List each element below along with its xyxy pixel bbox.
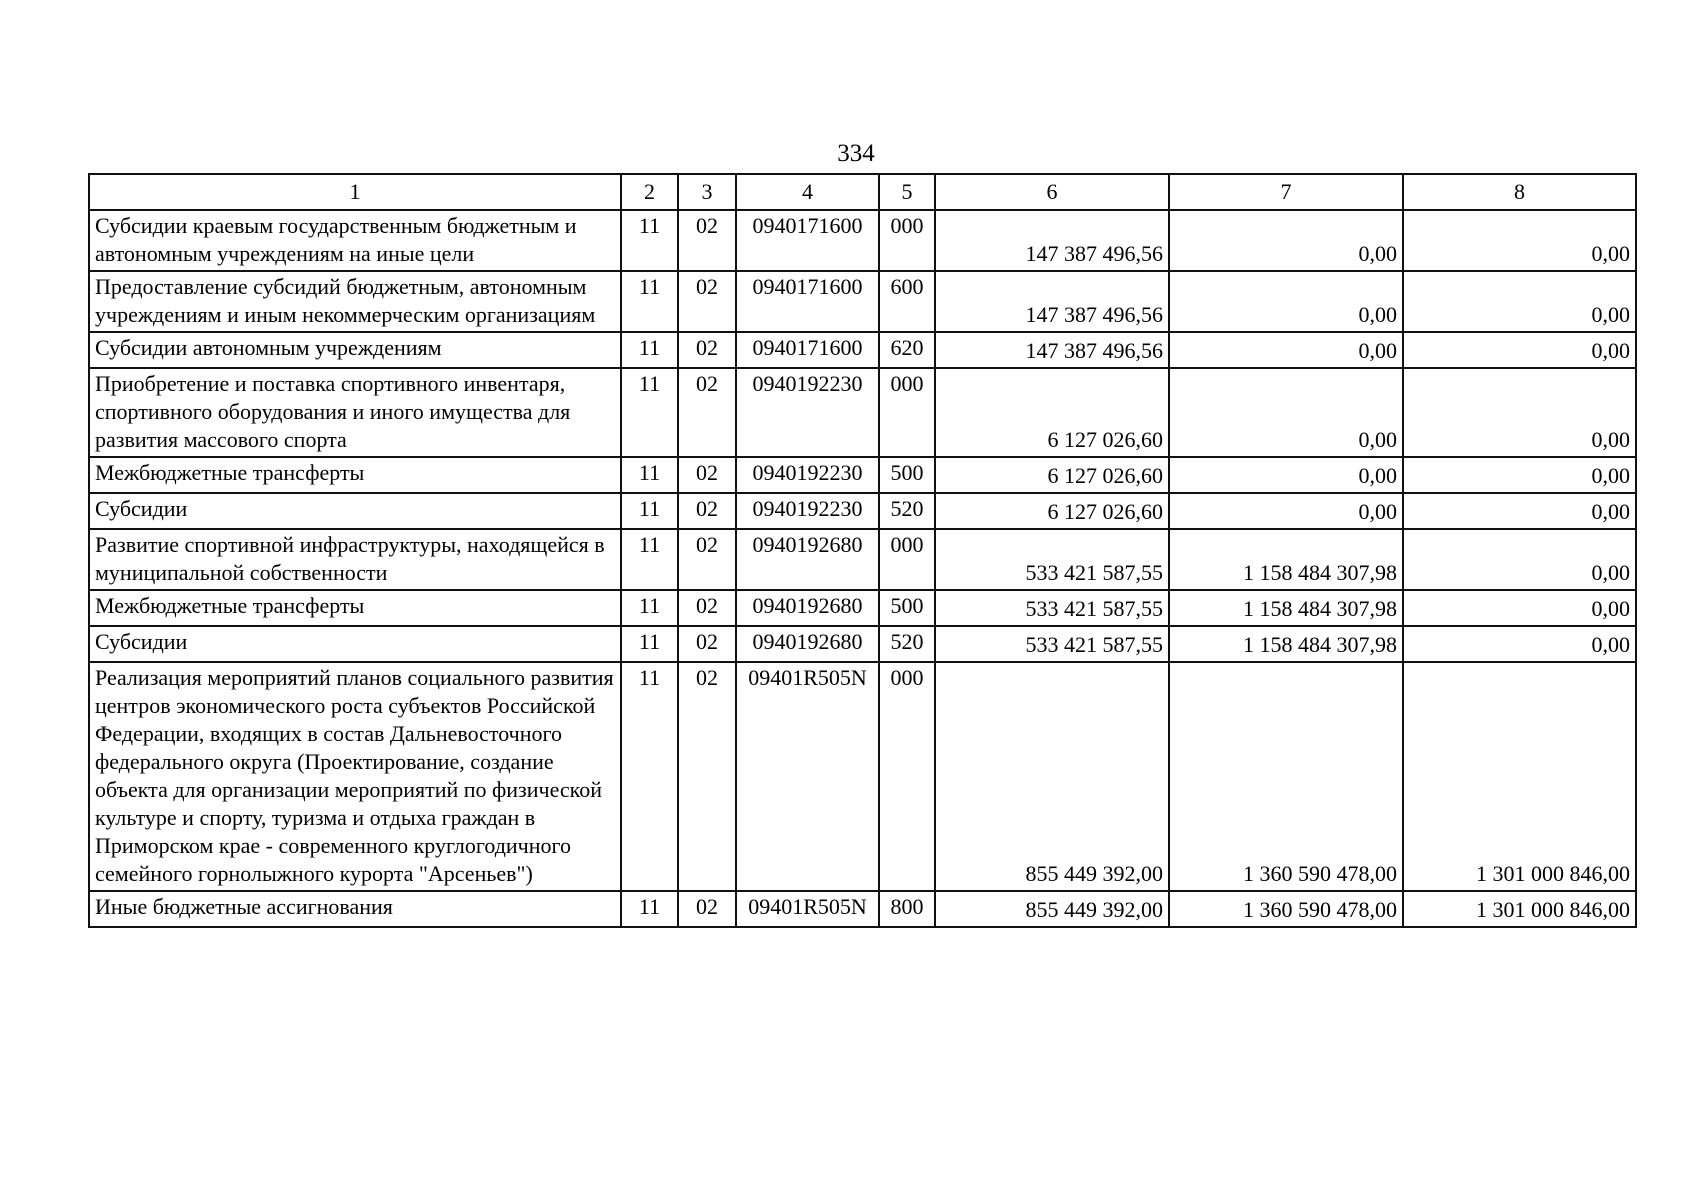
subsection-code: 02 [678, 590, 736, 626]
subsection-code: 02 [678, 891, 736, 927]
amount-col-7: 0,00 [1169, 332, 1403, 368]
row-name: Иные бюджетные ассигнования [89, 891, 621, 927]
subsection-code: 02 [678, 662, 736, 891]
column-header: 6 [935, 174, 1169, 210]
target-article-code: 0940192680 [736, 590, 879, 626]
section-code: 11 [621, 457, 678, 493]
amount-col-8: 0,00 [1403, 493, 1636, 529]
amount-col-7: 0,00 [1169, 457, 1403, 493]
target-article-code: 09401R505N [736, 662, 879, 891]
column-header: 7 [1169, 174, 1403, 210]
table-row [89, 662, 1636, 891]
amount-col-8: 0,00 [1403, 457, 1636, 493]
amount-col-7: 0,00 [1169, 493, 1403, 529]
target-article-code: 0940192230 [736, 457, 879, 493]
target-article-code: 0940192680 [736, 529, 879, 590]
expense-type-code: 000 [879, 662, 935, 891]
amount-col-6: 6 127 026,60 [935, 493, 1169, 529]
budget-table [88, 173, 1637, 928]
expense-type-code: 620 [879, 332, 935, 368]
page-number: 334 [837, 140, 875, 167]
subsection-code: 02 [678, 332, 736, 368]
expense-type-code: 500 [879, 457, 935, 493]
amount-col-6: 533 421 587,55 [935, 590, 1169, 626]
expense-type-code: 000 [879, 529, 935, 590]
target-article-code: 0940171600 [736, 210, 879, 271]
section-code: 11 [621, 529, 678, 590]
table-row [89, 493, 1636, 529]
subsection-code: 02 [678, 493, 736, 529]
amount-col-7: 1 158 484 307,98 [1169, 626, 1403, 662]
amount-col-7: 0,00 [1169, 210, 1403, 271]
row-name: Субсидии [89, 626, 621, 662]
amount-col-6: 533 421 587,55 [935, 529, 1169, 590]
column-header: 4 [736, 174, 879, 210]
column-header: 1 [89, 174, 621, 210]
amount-col-6: 147 387 496,56 [935, 332, 1169, 368]
section-code: 11 [621, 891, 678, 927]
table-row [89, 368, 1636, 457]
table-row [89, 271, 1636, 332]
row-name: Субсидии автономным учреждениям [89, 332, 621, 368]
column-header: 5 [879, 174, 935, 210]
target-article-code: 0940171600 [736, 332, 879, 368]
section-code: 11 [621, 368, 678, 457]
target-article-code: 0940192680 [736, 626, 879, 662]
row-name: Предоставление субсидий бюджетным, автономным учреждениям и иным некоммерческим организациям [89, 271, 621, 332]
target-article-code: 0940192230 [736, 368, 879, 457]
amount-col-7: 0,00 [1169, 271, 1403, 332]
amount-col-6: 147 387 496,56 [935, 210, 1169, 271]
section-code: 11 [621, 210, 678, 271]
table-row [89, 529, 1636, 590]
table-row [89, 590, 1636, 626]
amount-col-7: 1 158 484 307,98 [1169, 590, 1403, 626]
row-name: Развитие спортивной инфраструктуры, находящейся в муниципальной собственности [89, 529, 621, 590]
amount-col-8: 0,00 [1403, 590, 1636, 626]
subsection-code: 02 [678, 626, 736, 662]
amount-col-7: 1 360 590 478,00 [1169, 662, 1403, 891]
amount-col-7: 1 158 484 307,98 [1169, 529, 1403, 590]
column-header: 3 [678, 174, 736, 210]
section-code: 11 [621, 590, 678, 626]
amount-col-7: 1 360 590 478,00 [1169, 891, 1403, 927]
table-row [89, 891, 1636, 927]
table-row [89, 457, 1636, 493]
column-header: 8 [1403, 174, 1636, 210]
section-code: 11 [621, 662, 678, 891]
section-code: 11 [621, 626, 678, 662]
subsection-code: 02 [678, 271, 736, 332]
row-name: Субсидии краевым государственным бюджетным и автономным учреждениям на иные цели [89, 210, 621, 271]
column-header: 2 [621, 174, 678, 210]
amount-col-8: 0,00 [1403, 210, 1636, 271]
amount-col-6: 855 449 392,00 [935, 662, 1169, 891]
table-row [89, 626, 1636, 662]
expense-type-code: 520 [879, 626, 935, 662]
subsection-code: 02 [678, 210, 736, 271]
row-name: Межбюджетные трансферты [89, 457, 621, 493]
row-name: Межбюджетные трансферты [89, 590, 621, 626]
amount-col-8: 1 301 000 846,00 [1403, 662, 1636, 891]
subsection-code: 02 [678, 368, 736, 457]
amount-col-8: 0,00 [1403, 271, 1636, 332]
section-code: 11 [621, 493, 678, 529]
amount-col-6: 6 127 026,60 [935, 368, 1169, 457]
target-article-code: 0940192230 [736, 493, 879, 529]
amount-col-8: 0,00 [1403, 332, 1636, 368]
expense-type-code: 500 [879, 590, 935, 626]
subsection-code: 02 [678, 529, 736, 590]
subsection-code: 02 [678, 457, 736, 493]
target-article-code: 0940171600 [736, 271, 879, 332]
amount-col-8: 0,00 [1403, 368, 1636, 457]
header-row [89, 174, 1636, 210]
amount-col-7: 0,00 [1169, 368, 1403, 457]
amount-col-6: 6 127 026,60 [935, 457, 1169, 493]
amount-col-6: 855 449 392,00 [935, 891, 1169, 927]
amount-col-8: 0,00 [1403, 529, 1636, 590]
row-name: Реализация мероприятий планов социального развития центров экономического роста субъектов Российской Федерации, входящих в состав Дальневосточного федерального округа (Проектирование, создание объекта для организации мероприятий по физической культуре и спорту, туризма и отдыха граждан в Приморском крае - современного круглогодичного семейного горнолыжного курорта "Арсеньев") [89, 662, 621, 891]
expense-type-code: 000 [879, 210, 935, 271]
expense-type-code: 800 [879, 891, 935, 927]
target-article-code: 09401R505N [736, 891, 879, 927]
section-code: 11 [621, 332, 678, 368]
amount-col-6: 147 387 496,56 [935, 271, 1169, 332]
amount-col-8: 1 301 000 846,00 [1403, 891, 1636, 927]
expense-type-code: 520 [879, 493, 935, 529]
amount-col-8: 0,00 [1403, 626, 1636, 662]
row-name: Приобретение и поставка спортивного инвентаря, спортивного оборудования и иного имущества для развития массового спорта [89, 368, 621, 457]
table-row [89, 332, 1636, 368]
table-row [89, 210, 1636, 271]
row-name: Субсидии [89, 493, 621, 529]
expense-type-code: 600 [879, 271, 935, 332]
amount-col-6: 533 421 587,55 [935, 626, 1169, 662]
section-code: 11 [621, 271, 678, 332]
expense-type-code: 000 [879, 368, 935, 457]
